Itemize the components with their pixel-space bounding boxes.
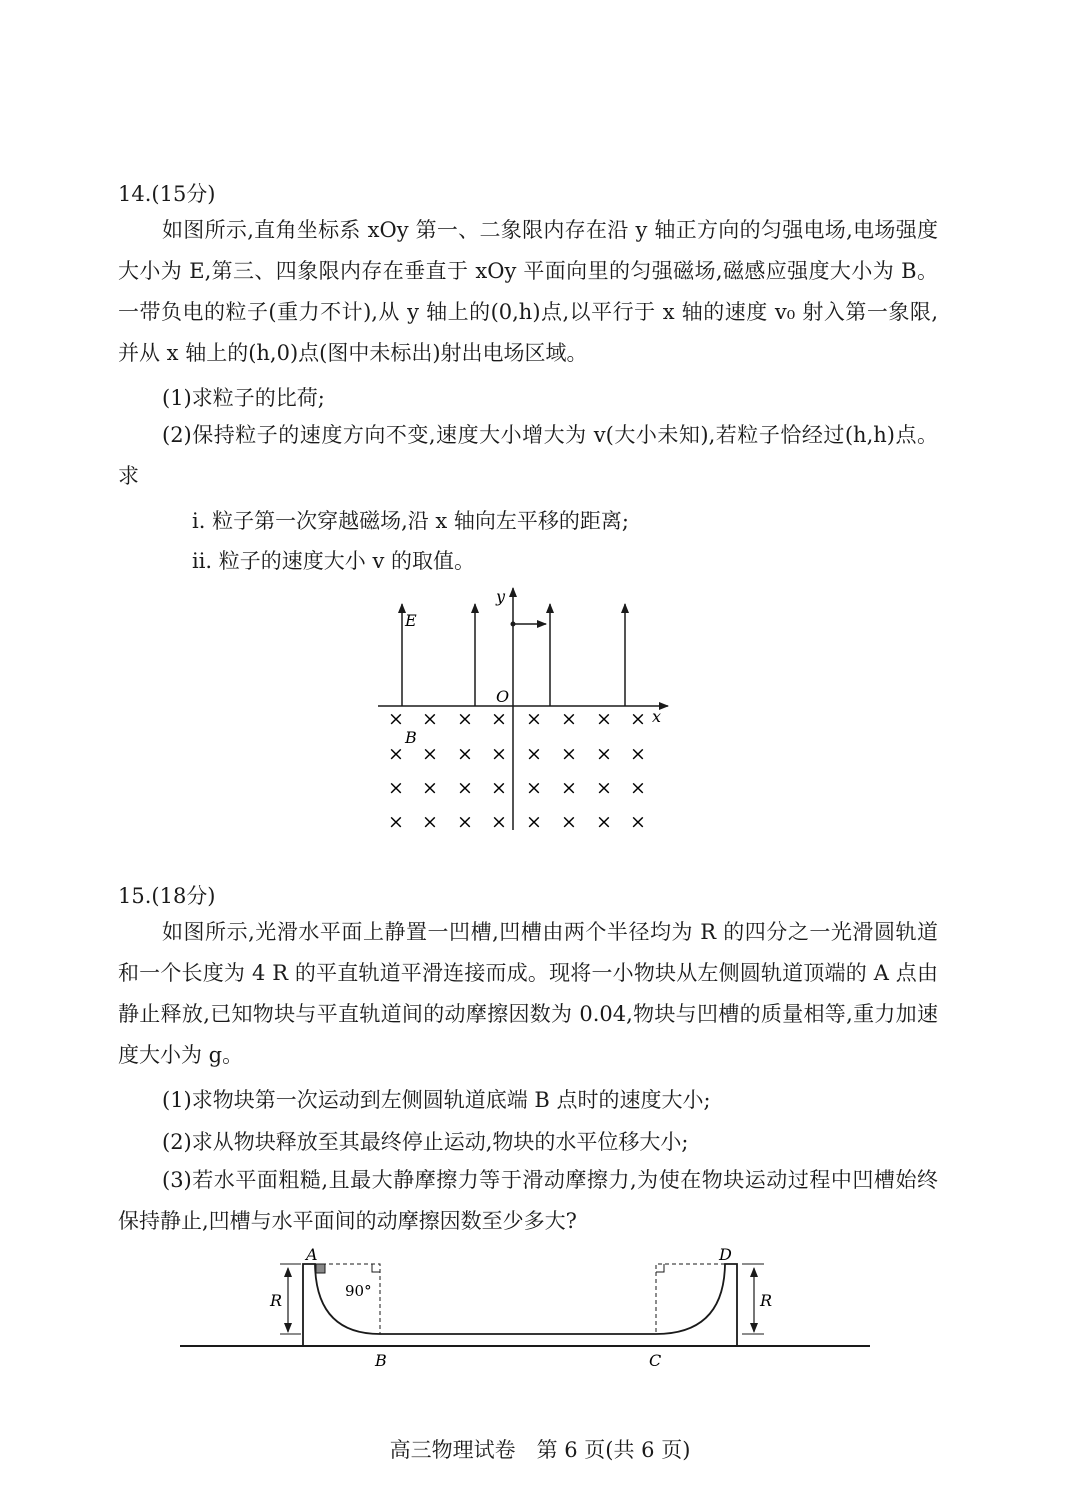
field-cross: × [388,743,404,765]
q15-stem: 如图所示,光滑水平面上静置一凹槽,凹槽由两个半径均为 R 的四分之一光滑圆轨道和一个长度为 4 R 的平直轨道平滑连接而成。现将一小物块从左侧圆轨道顶端的 A 点由静止释放,已知物块与平直轨道间的动摩擦因数为 0.04,物块与凹槽的质量相等,重力加速度大小为 g。 [118,920,938,1067]
field-cross: × [422,708,438,730]
label-b: B [375,1351,387,1370]
field-cross: × [561,708,577,730]
right-right-angle-mark [656,1264,664,1272]
field-cross: × [457,777,473,799]
field-cross: × [526,743,542,765]
label-r-right: R [760,1291,773,1310]
field-cross: × [388,777,404,799]
field-cross: × [630,811,646,833]
field-cross: × [457,743,473,765]
q14-part1: (1)求粒子的比荷; [162,386,325,410]
q14-field-figure [360,580,690,840]
x-axis-label: x [652,707,662,726]
q15-part2: (2)求从物块释放至其最终停止运动,物块的水平位移大小; [162,1130,689,1154]
q15-number: 15.(18分) [118,884,216,908]
field-cross: × [630,743,646,765]
field-cross: × [526,811,542,833]
page-footer: 高三物理试卷 第 6 页(共 6 页) [389,1438,691,1462]
field-cross: × [491,777,507,799]
field-cross: × [422,811,438,833]
origin-label: O [496,687,510,706]
q14-number: 14.(15分) [118,182,216,206]
field-cross: × [388,811,404,833]
q15-groove-figure [170,1240,890,1375]
y-axis-label: y [496,587,506,606]
left-right-angle-mark [372,1264,380,1272]
field-cross: × [596,777,612,799]
label-c: C [649,1351,662,1370]
field-cross: × [630,708,646,730]
q15-part1: (1)求物块第一次运动到左侧圆轨道底端 B 点时的速度大小; [162,1088,711,1112]
b-field-label: B [405,728,417,747]
q14-stem: 如图所示,直角坐标系 xOy 第一、二象限内存在沿 y 轴正方向的匀强电场,电场强度大小为 E,第三、四象限内存在垂直于 xOy 平面向里的匀强磁场,磁感应强度大小为 B。一带负电的粒子(重力不计),从 y 轴上的(0,h)点,以平行于 x 轴的速度 v₀ 射入第一象限,并从 x 轴上的(h,0)点(图中未标出)射出电场区域。 [118,218,938,365]
field-cross: × [422,777,438,799]
field-cross: × [457,708,473,730]
field-cross: × [422,743,438,765]
right-radius-dashed [656,1264,725,1334]
field-cross: × [491,743,507,765]
field-cross: × [561,811,577,833]
field-cross: × [526,777,542,799]
field-cross: × [561,743,577,765]
q14-sub1: ⅰ. 粒子第一次穿越磁场,沿 x 轴向左平移的距离; [192,509,630,533]
field-cross: × [388,708,404,730]
label-a: A [306,1245,318,1264]
field-cross: × [596,743,612,765]
block [316,1264,325,1273]
field-cross: × [457,811,473,833]
field-cross: × [491,708,507,730]
field-cross: × [526,708,542,730]
label-d: D [719,1245,732,1264]
field-cross: × [596,811,612,833]
q14-part2: (2)保持粒子的速度方向不变,速度大小增大为 v(大小未知),若粒子恰经过(h,h)点。求 [118,423,938,488]
magnetic-field-crosses [388,708,646,833]
angle-label: 90° [345,1282,372,1300]
field-cross: × [630,777,646,799]
q14-sub2: ⅱ. 粒子的速度大小 v 的取值。 [192,549,475,573]
field-cross: × [491,811,507,833]
field-cross: × [596,708,612,730]
field-cross: × [561,777,577,799]
label-r-left: R [270,1291,283,1310]
q15-part3: (3)若水平面粗糙,且最大静摩擦力等于滑动摩擦力,为使在物块运动过程中凹槽始终保持静止,凹槽与水平面间的动摩擦因数至少多大? [118,1168,938,1233]
groove-body [303,1264,737,1346]
e-field-label: E [405,611,417,630]
